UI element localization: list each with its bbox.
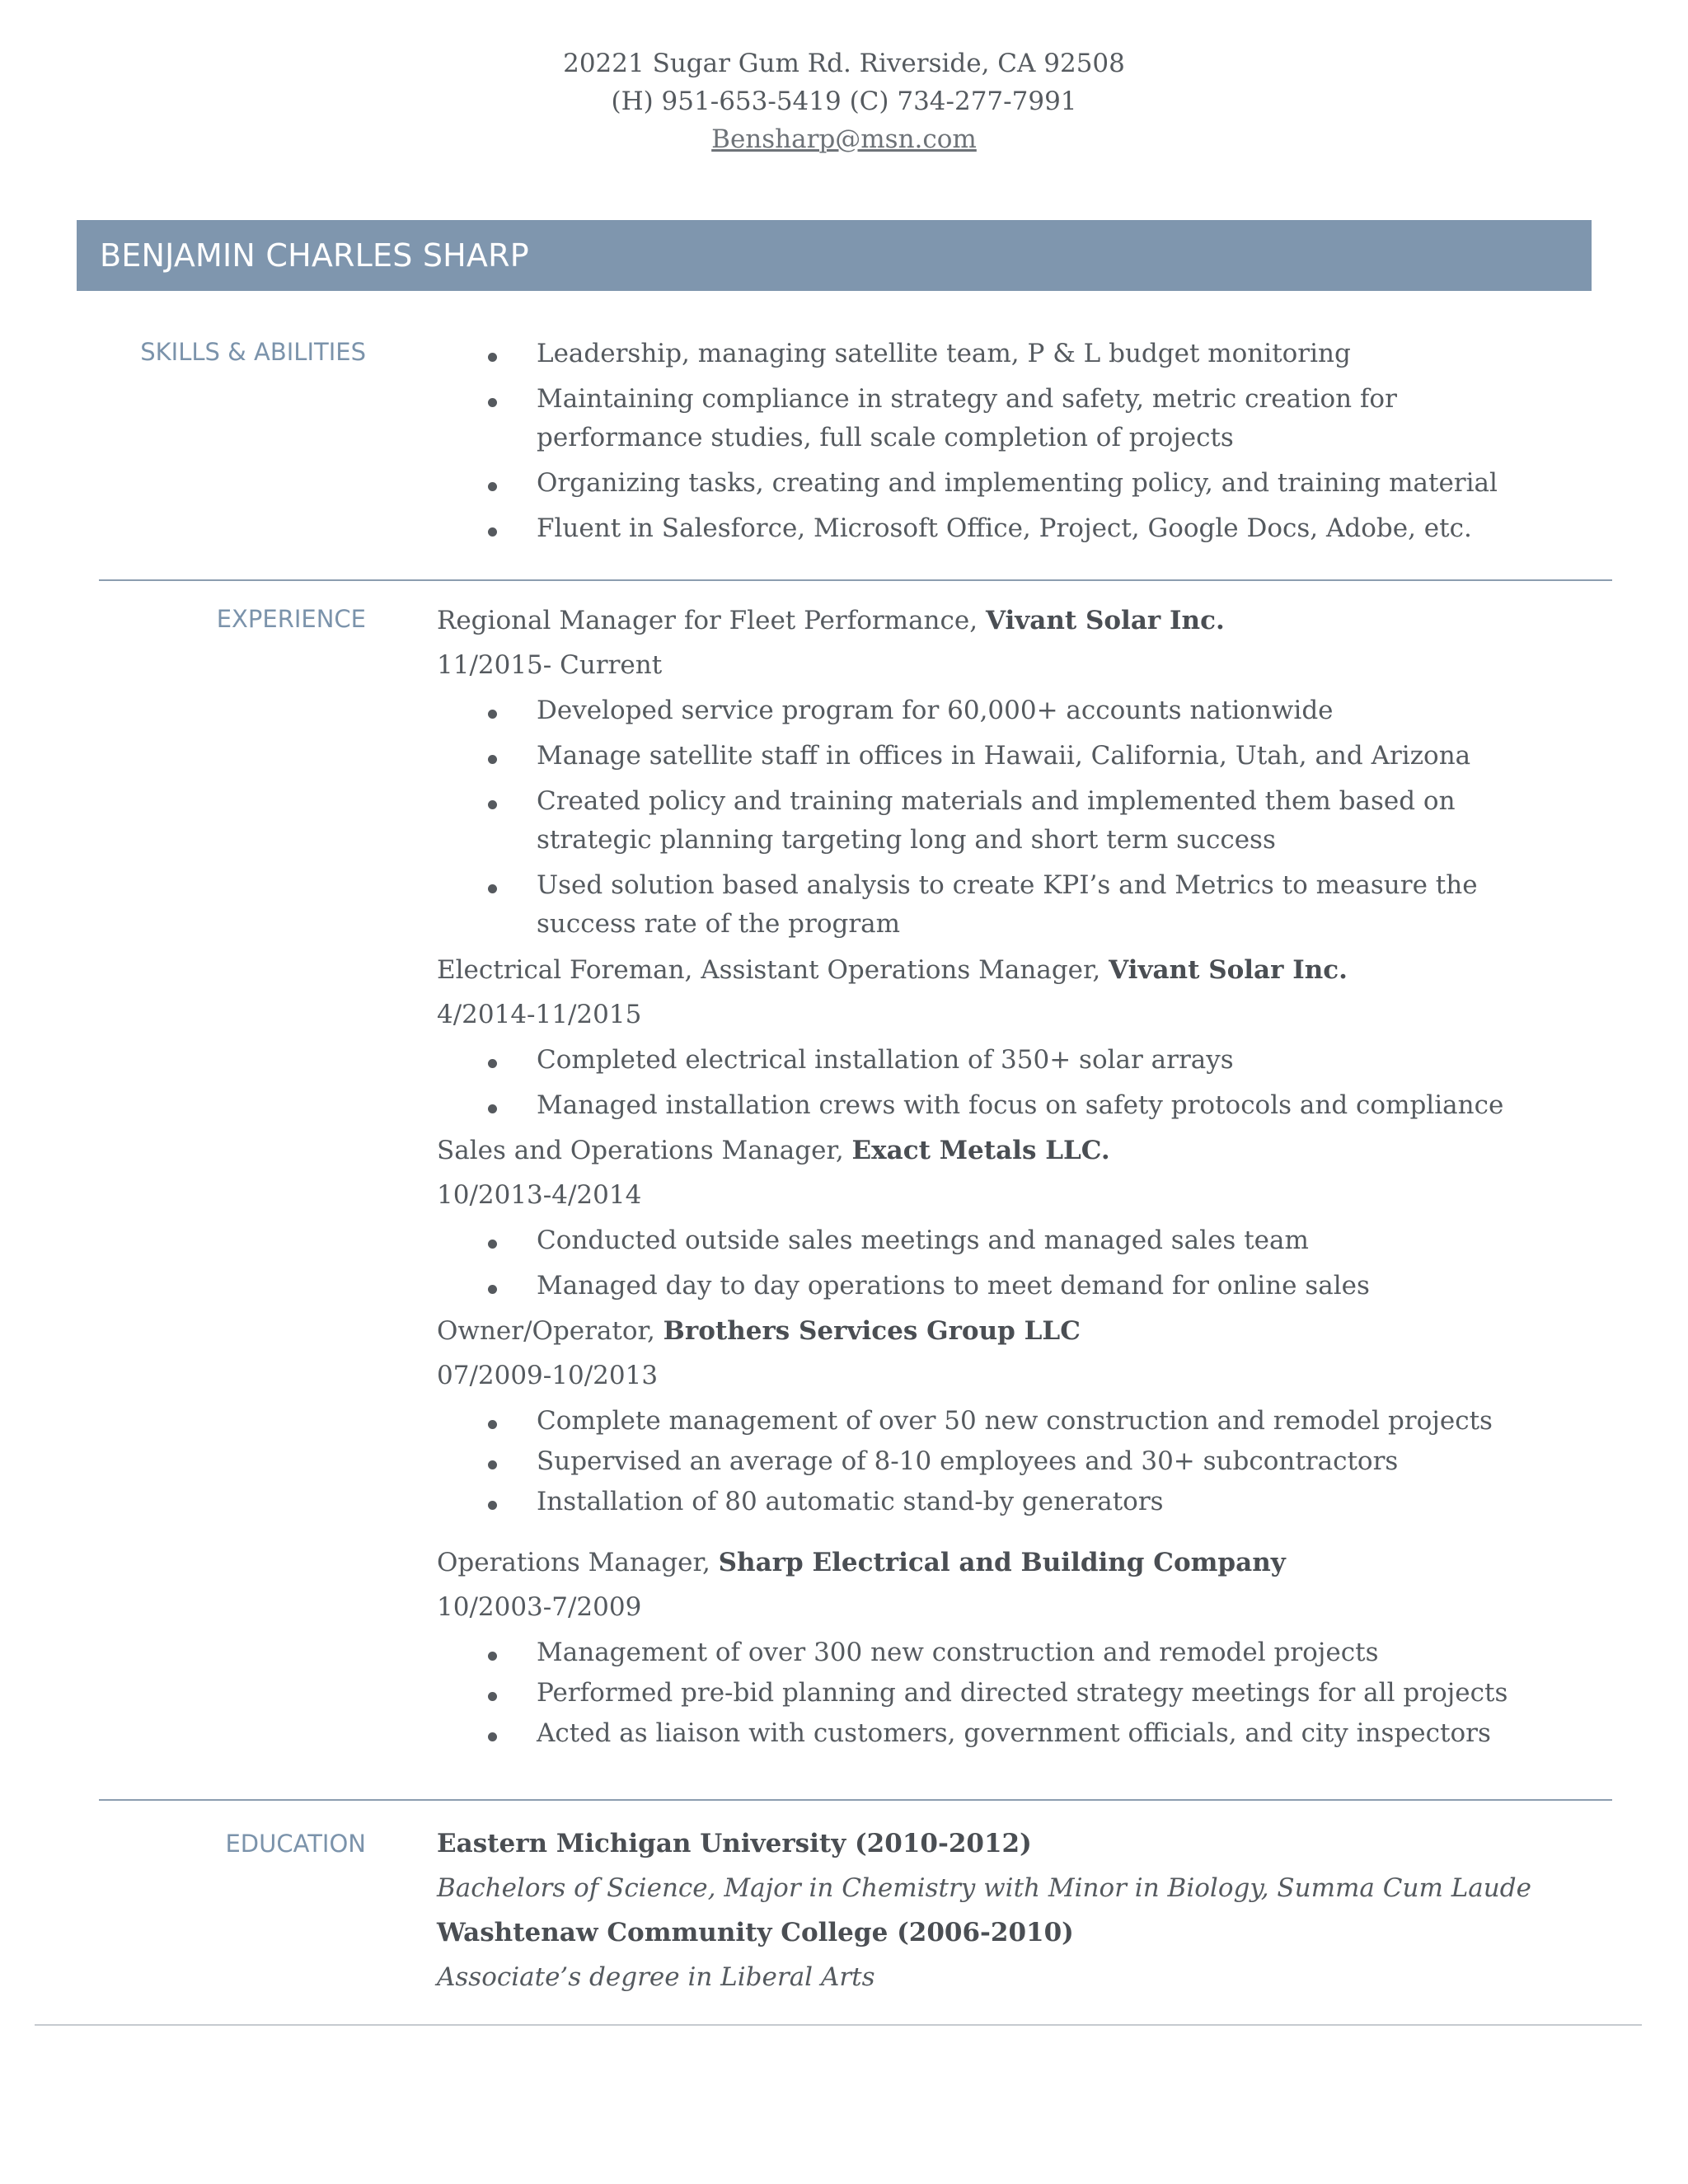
job-bullet: Completed electrical installation of 350+ solar arrays (537, 1045, 1234, 1075)
job-bullet: Installation of 80 automatic stand-by generators (537, 1487, 1164, 1516)
job-title: Electrical Foreman, Assistant Operations Manager, (437, 955, 1109, 985)
bullet-dot (488, 884, 497, 893)
job-title: Regional Manager for Fleet Performance, (437, 606, 986, 635)
bullet-dot (488, 1692, 497, 1701)
skills-section-label: SKILLS & ABILITIES (140, 338, 366, 366)
job-title: Operations Manager, (437, 1548, 719, 1577)
job-title-line (437, 1548, 1286, 1577)
bullet-dot (488, 398, 497, 407)
job-bullet-continued: strategic planning targeting long and short term success (537, 825, 1276, 855)
bullet-dot (488, 1059, 497, 1068)
bullet-dot (488, 755, 497, 764)
job-bullet: Management of over 300 new construction and remodel projects (537, 1638, 1379, 1667)
name-banner (77, 220, 1592, 291)
bullet-dot (488, 1285, 497, 1294)
job-company: Vivant Solar Inc. (1109, 955, 1348, 985)
bullet-dot (488, 1460, 497, 1469)
job-dates: 10/2013-4/2014 (437, 1180, 642, 1210)
bullet-dot (488, 800, 497, 809)
job-bullet-continued: success rate of the program (537, 909, 901, 939)
candidate-name: BENJAMIN CHARLES SHARP (100, 237, 529, 274)
skill-item: Organizing tasks, creating and implementing policy, and training material (537, 468, 1498, 498)
bullet-dot (488, 1652, 497, 1661)
address-text: 20221 Sugar Gum Rd. Riverside, CA 92508 (563, 49, 1125, 78)
job-company: Sharp Electrical and Building Company (718, 1548, 1286, 1577)
bullet-dot (488, 1420, 497, 1429)
bullet-dot (488, 1240, 497, 1249)
job-dates: 4/2014-11/2015 (437, 1000, 642, 1029)
job-title: Owner/Operator, (437, 1316, 663, 1346)
email-link[interactable]: Bensharp@msn.com (711, 124, 977, 154)
degree-text: Associate’s degree in Liberal Arts (437, 1962, 875, 1992)
education-section-label: EDUCATION (225, 1830, 366, 1858)
job-bullet: Conducted outside sales meetings and managed sales team (537, 1226, 1309, 1255)
school-name: Eastern Michigan University (2010-2012) (437, 1829, 1032, 1858)
section-divider (99, 579, 1612, 581)
job-bullet: Manage satellite staff in offices in Hawaii, California, Utah, and Arizona (537, 741, 1471, 771)
job-title-line (437, 955, 1348, 985)
phone-text: (H) 951-653-5419 (C) 734-277-7991 (611, 87, 1077, 116)
job-dates: 10/2003-7/2009 (437, 1592, 642, 1622)
job-bullet: Used solution based analysis to create KPI’s and Metrics to measure the (537, 870, 1478, 900)
skill-item: Fluent in Salesforce, Microsoft Office, Project, Google Docs, Adobe, etc. (537, 513, 1472, 543)
job-bullet: Supervised an average of 8-10 employees and 30+ subcontractors (537, 1446, 1399, 1476)
job-bullet: Complete management of over 50 new construction and remodel projects (537, 1406, 1493, 1436)
job-bullet: Performed pre-bid planning and directed strategy meetings for all projects (537, 1678, 1508, 1708)
skill-item-continued: performance studies, full scale completion of projects (537, 423, 1234, 452)
job-bullet: Developed service program for 60,000+ accounts nationwide (537, 696, 1334, 725)
job-title-line (437, 606, 1225, 635)
job-title-line (437, 1316, 1081, 1346)
contact-block (0, 45, 1688, 158)
job-dates: 07/2009-10/2013 (437, 1361, 659, 1390)
job-company: Brothers Services Group LLC (663, 1316, 1081, 1346)
bullet-dot (488, 710, 497, 719)
skill-item: Maintaining compliance in strategy and safety, metric creation for (537, 384, 1397, 414)
experience-section-label: EXPERIENCE (216, 605, 366, 633)
bullet-dot (488, 353, 497, 362)
job-bullet: Managed day to day operations to meet demand for online sales (537, 1271, 1370, 1301)
bullet-dot (488, 1732, 497, 1741)
bullet-dot (488, 527, 497, 537)
job-bullet: Managed installation crews with focus on safety protocols and compliance (537, 1090, 1504, 1120)
bullet-dot (488, 1104, 497, 1113)
job-bullet: Acted as liaison with customers, government officials, and city inspectors (537, 1718, 1491, 1748)
degree-text: Bachelors of Science, Major in Chemistry with Minor in Biology, Summa Cum Laude (437, 1873, 1531, 1903)
job-dates: 11/2015- Current (437, 650, 663, 680)
bullet-dot (488, 482, 497, 491)
job-company: Vivant Solar Inc. (985, 606, 1225, 635)
job-title: Sales and Operations Manager, (437, 1136, 852, 1165)
section-divider (99, 1799, 1612, 1801)
skill-item: Leadership, managing satellite team, P & L budget monitoring (537, 339, 1351, 368)
job-title-line (437, 1136, 1110, 1165)
school-name: Washtenaw Community College (2006-2010) (437, 1918, 1074, 1947)
job-bullet: Created policy and training materials and implemented them based on (537, 786, 1456, 816)
bullet-dot (488, 1501, 497, 1510)
job-company: Exact Metals LLC. (851, 1136, 1110, 1165)
page-bottom-divider (35, 2024, 1642, 2026)
